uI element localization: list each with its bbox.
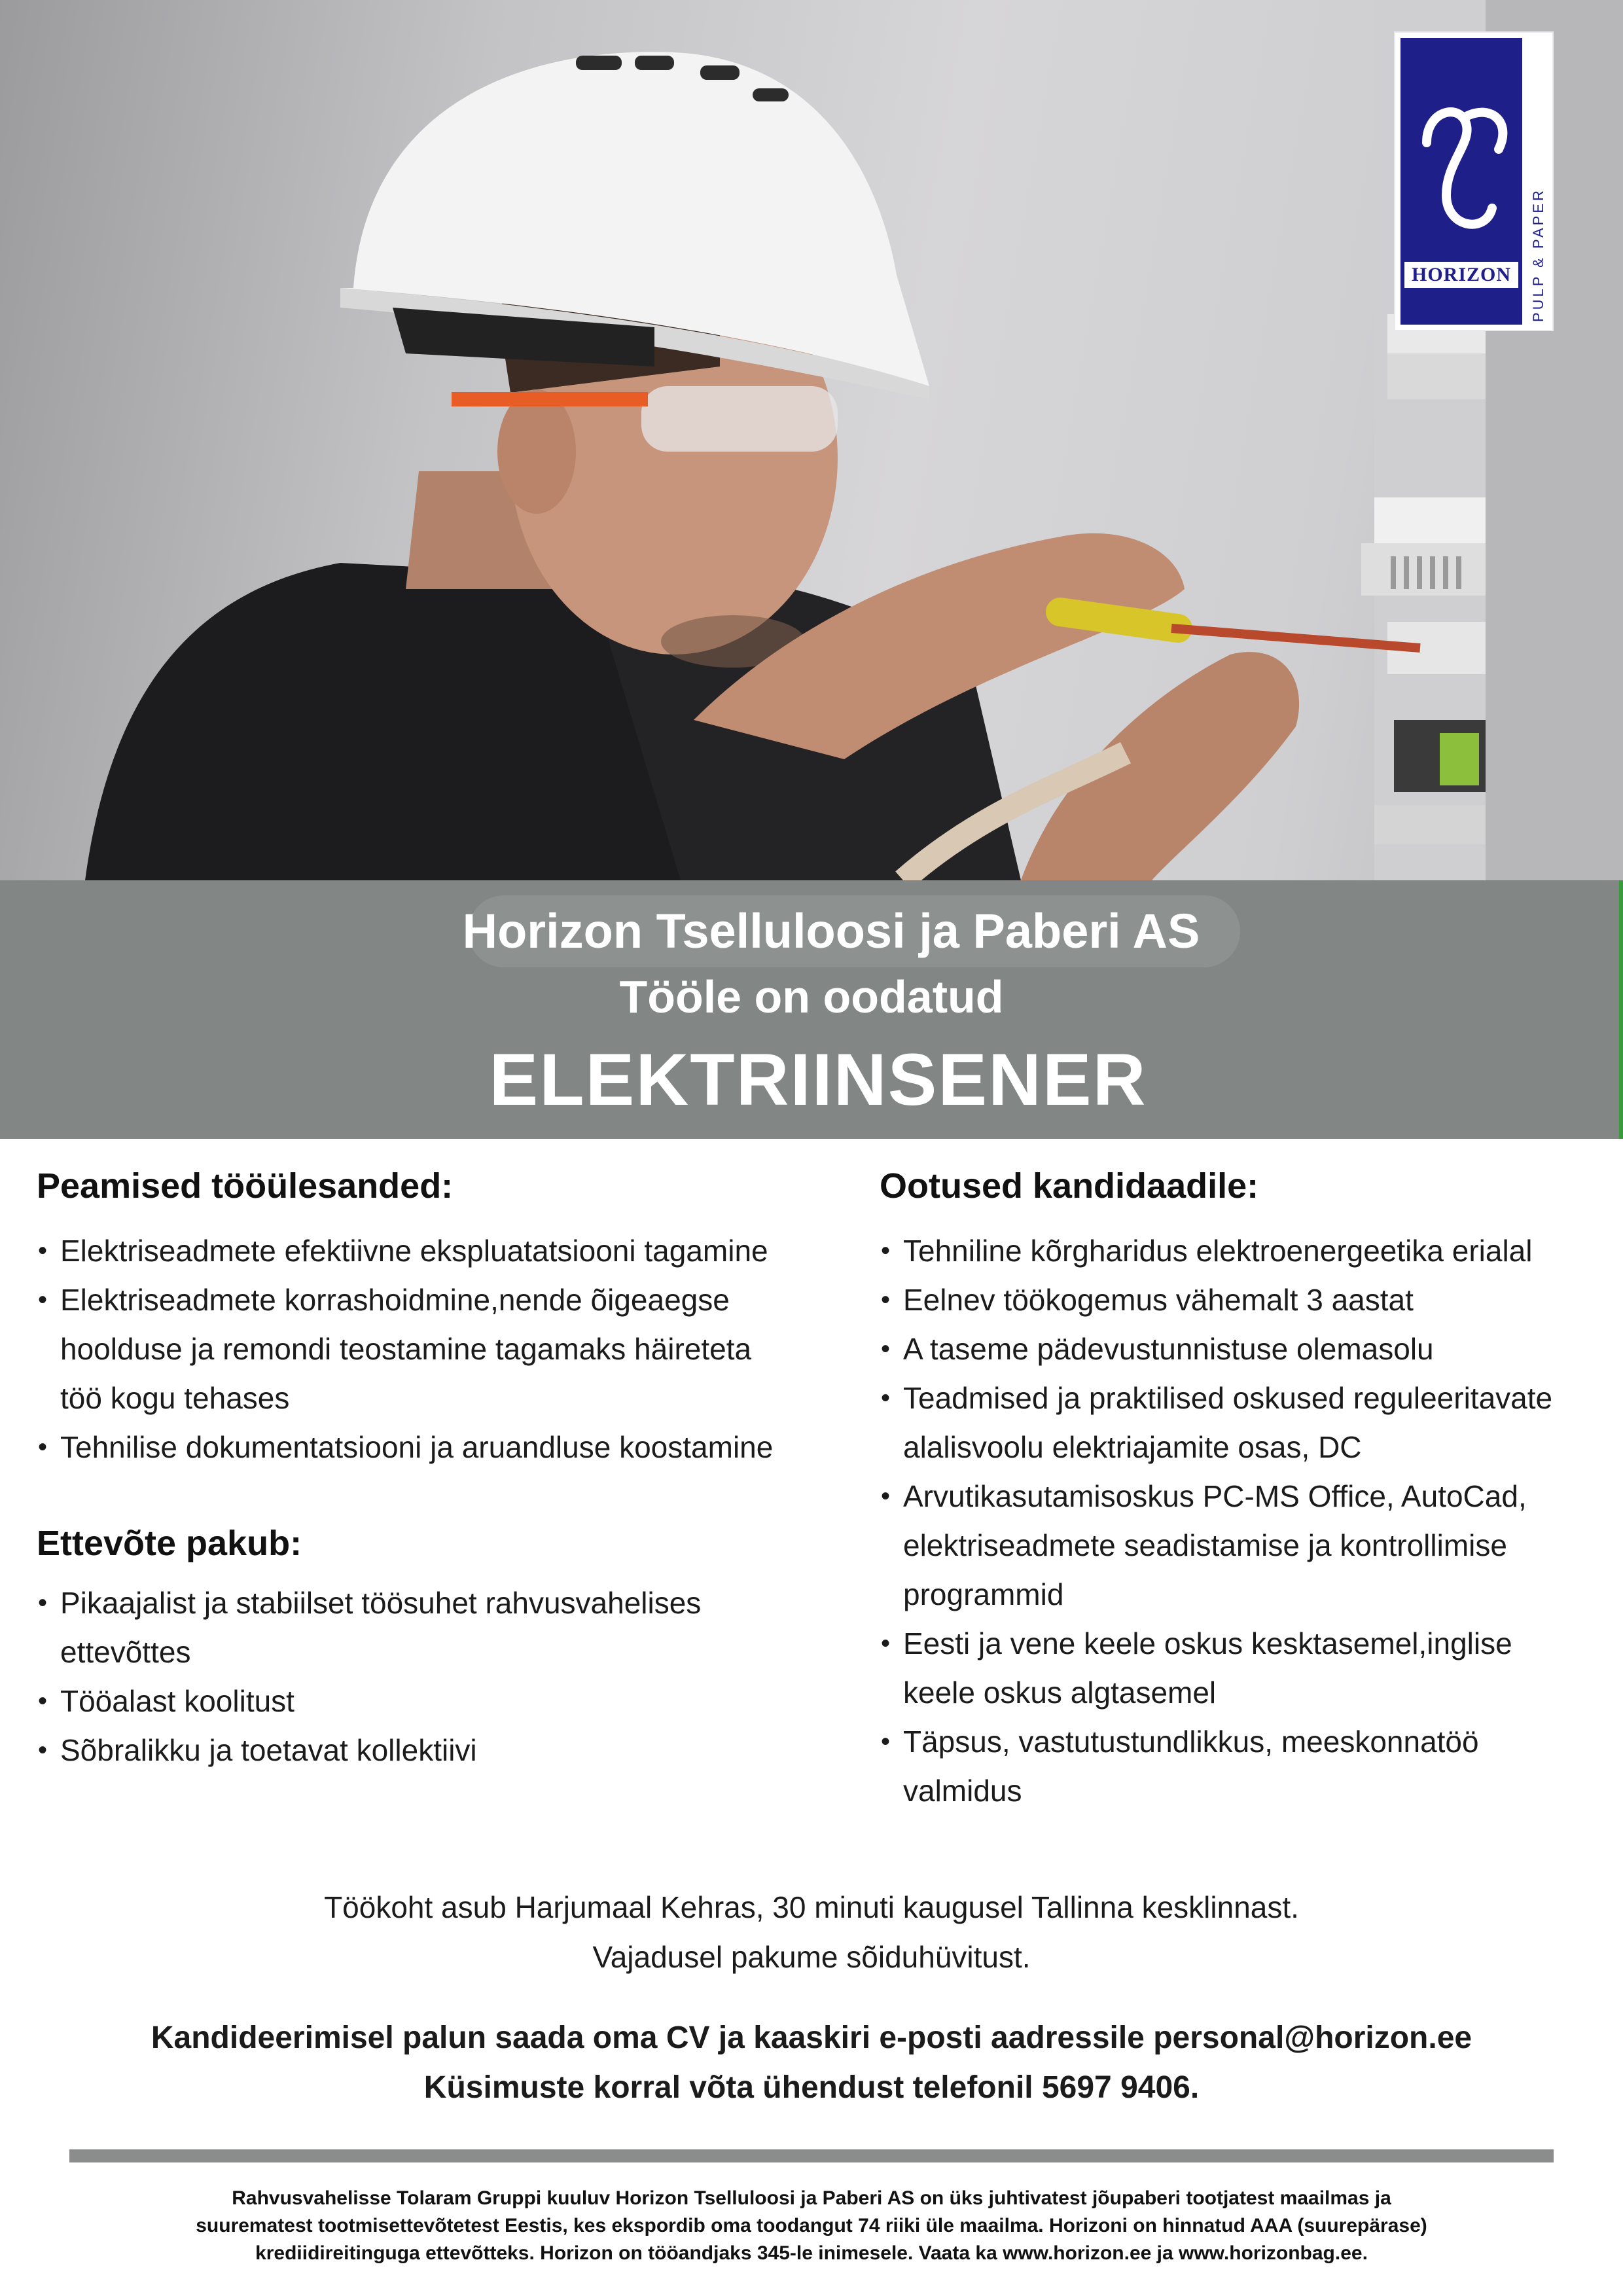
travel-compensation-text: Vajadusel pakume sõiduhüvitust. xyxy=(592,1940,1031,1974)
logo-tagline: PULP & PAPER xyxy=(1530,188,1546,323)
duties-heading: Peamised tööülesanded: xyxy=(37,1166,454,1206)
offers-heading: Ettevõte pakub: xyxy=(37,1524,302,1563)
expectations-section xyxy=(880,1165,1606,1816)
list-item: • Arvutikasutamisoskus PC-MS Office, AutoCad, elektriseadmete seadistamise ja kontrollimise programmid xyxy=(880,1472,1606,1619)
company-description xyxy=(65,2185,1558,2267)
list-item: • Tehniline kõrgharidus elektroenergeetika erialal xyxy=(880,1227,1606,1276)
description-line: suurematest tootmisettevõtetest Eestis, kes ekspordib oma toodangut 74 riiki üle maailma. Horizoni on hinnatud AAA (suurepärase) xyxy=(196,2215,1427,2236)
expectations-list xyxy=(880,1227,1606,1816)
description-line: krediidireitinguga ettevõtteks. Horizon on tööandjaks 345-le inimesele. Vaata ka www.horizon.ee ja www.horizonbag.ee. xyxy=(255,2242,1368,2264)
description-line: Rahvusvahelisse Tolaram Gruppi kuuluv Horizon Tselluloosi ja Paberi AS on üks juhtivatest jõupaberi tootjatest maailmas ja xyxy=(232,2187,1391,2209)
footer-divider xyxy=(69,2149,1554,2162)
list-item: • Tööalast koolitust xyxy=(37,1677,868,1726)
list-item: • Elektriseadmete korrashoidmine,nende õigeaegse hoolduse ja remondi teostamine tagamaks häireteta töö kogu tehases xyxy=(37,1276,868,1423)
offers-list xyxy=(37,1579,868,1775)
application-instructions: Kandideerimisel palun saada oma CV ja kaaskiri e-posti aadressile personal@horizon.ee xyxy=(151,2020,1472,2055)
duties-list xyxy=(37,1227,868,1472)
expectations-heading: Ootused kandidaadile: xyxy=(880,1166,1259,1206)
list-item: • Sõbralikku ja toetavat kollektiivi xyxy=(37,1726,868,1775)
horizon-logo xyxy=(1395,33,1552,330)
list-item: • Täpsus, vastutustundlikkus, meeskonnatöö valmidus xyxy=(880,1717,1606,1816)
invitation-text: Tööle on oodatud xyxy=(619,971,1004,1022)
list-item: • Elektriseadmete efektiivne ekspluatatsiooni tagamine xyxy=(37,1227,868,1276)
list-item: • Eelnev töökogemus vähemalt 3 aastat xyxy=(880,1276,1606,1325)
job-title: ELEKTRIINSENER xyxy=(489,1039,1147,1121)
list-item: • A taseme pädevustunnistuse olemasolu xyxy=(880,1325,1606,1374)
contact-phone: Küsimuste korral võta ühendust telefonil 5697 9406. xyxy=(423,2070,1200,2105)
list-item: • Eesti ja vene keele oskus kesktasemel,inglise keele oskus algtasemel xyxy=(880,1619,1606,1717)
hero-photo xyxy=(0,0,1623,880)
duties-section xyxy=(37,1165,868,1472)
electrician-illustration xyxy=(0,0,1623,880)
offers-section xyxy=(37,1522,868,1775)
location-text: Töökoht asub Harjumaal Kehras, 30 minuti kaugusel Tallinna kesklinnast. xyxy=(324,1890,1299,1924)
list-item: • Teadmised ja praktilised oskused reguleeritavate alalisvoolu elektriajamite osas, DC xyxy=(880,1374,1606,1472)
logo-brand: HORIZON xyxy=(1404,262,1518,288)
list-item: • Pikaajalist ja stabiilset töösuhet rahvusvahelises ettevõttes xyxy=(37,1579,868,1677)
company-name: Horizon Tselluloosi ja Paberi AS xyxy=(462,904,1200,958)
list-item: • Tehnilise dokumentatsiooni ja aruandluse koostamine xyxy=(37,1423,868,1472)
